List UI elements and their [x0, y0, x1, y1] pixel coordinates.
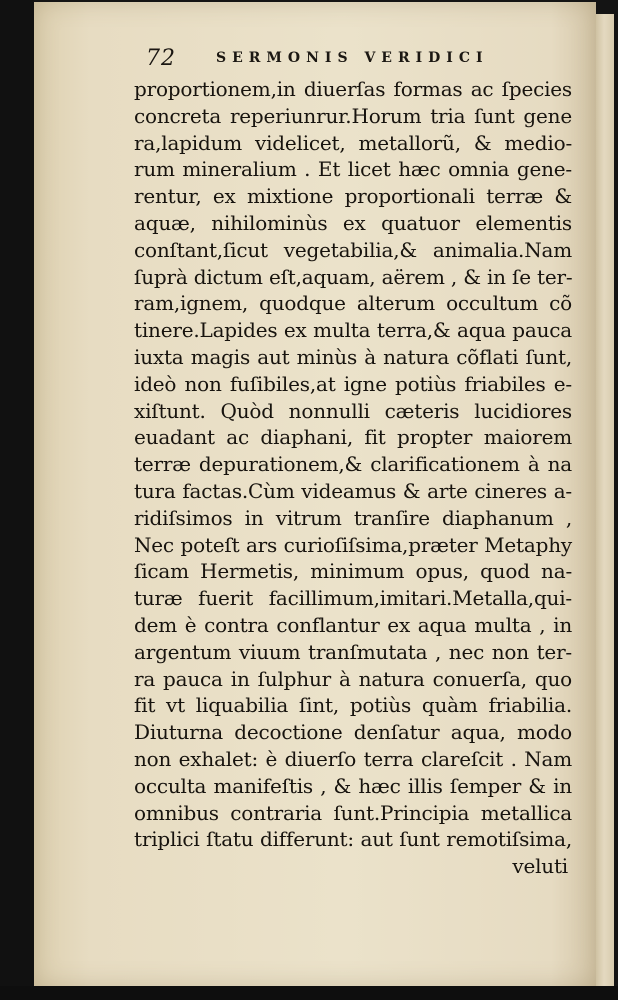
text-line: ra pauca in ſulphur à natura conuerſa, quo	[134, 666, 572, 691]
text-line: ſuprà dictum eſt,aquam, aërem , & in ſe ter-	[134, 264, 573, 289]
text-line: fit vt liquabilia ſint, potiùs quàm friabilia.	[134, 693, 572, 718]
page-fore-edge	[596, 14, 614, 986]
scan-background-bottom	[0, 986, 618, 1000]
text-line: tinere.Lapides ex multa terra,& aqua pauca	[134, 318, 572, 343]
text-line: argentum viuum tranſmutata , nec non ter-	[134, 639, 572, 664]
text-line: dem è contra conflantur ex aqua multa , in	[134, 612, 572, 637]
text-line: euadant ac diaphani, fit propter maiorem	[134, 425, 572, 450]
text-line: terræ depurationem,& clarificationem à na	[134, 452, 572, 477]
text-line: triplici ſtatu differunt: aut ſunt remotiſsima,	[134, 827, 572, 852]
text-line: ridiſsimos in vitrum tranſire diaphanum ,	[134, 505, 572, 530]
text-line: concreta reperiunrur.Horum tria ſunt gene	[134, 103, 572, 128]
page-header	[110, 46, 550, 76]
text-line: Nec poteſt ars curioſiſsima,præter Metaphy	[134, 532, 572, 557]
text-line: iuxta magis aut minùs à natura cõflati ſunt,	[134, 344, 572, 369]
text-line: turæ fuerit facillimum,imitari.Metalla,qui-	[134, 586, 572, 611]
text-line: ſicam Hermetis, minimum opus, quod na-	[134, 559, 572, 584]
text-line: rum mineralium . Et licet hæc omnia gene-	[134, 157, 572, 182]
text-line: ideò non fuſibiles,at igne potiùs friabiles e-	[134, 371, 572, 396]
text-line: non exhalet: è diuerſo terra clareſcit . Nam	[134, 746, 572, 771]
scan-background-left	[0, 0, 34, 1000]
running-title: SERMONIS VERIDICI	[216, 50, 489, 66]
text-line: proportionem,in diuerſas formas ac ſpecies	[134, 77, 572, 101]
text-line: conſtant,ſicut vegetabilia,& animalia.Nam	[134, 237, 572, 262]
page-number: 72	[146, 46, 176, 71]
text-line: ram,ignem, quodque alterum occultum cõ	[134, 291, 572, 316]
text-line: aquæ, nihilominùs ex quatuor elementis	[134, 210, 572, 235]
text-line: omnibus contraria ſunt.Principia metallica	[134, 800, 572, 825]
text-line: rentur, ex mixtione proportionali terræ &	[134, 184, 572, 209]
body-text	[134, 76, 572, 880]
text-line: xiſtunt. Quòd nonnulli cæteris lucidiores	[134, 398, 572, 423]
text-line: Diuturna decoctione denſatur aqua, modo	[134, 720, 572, 745]
catchword: veluti	[512, 854, 568, 879]
text-line: tura factas.Cùm videamus & arte cineres a-	[134, 478, 572, 503]
text-line: occulta manifeſtis , & hæc illis ſemper & in	[134, 773, 572, 798]
text-line: ra,lapidum videlicet, metallorũ, & medio-	[134, 130, 572, 155]
